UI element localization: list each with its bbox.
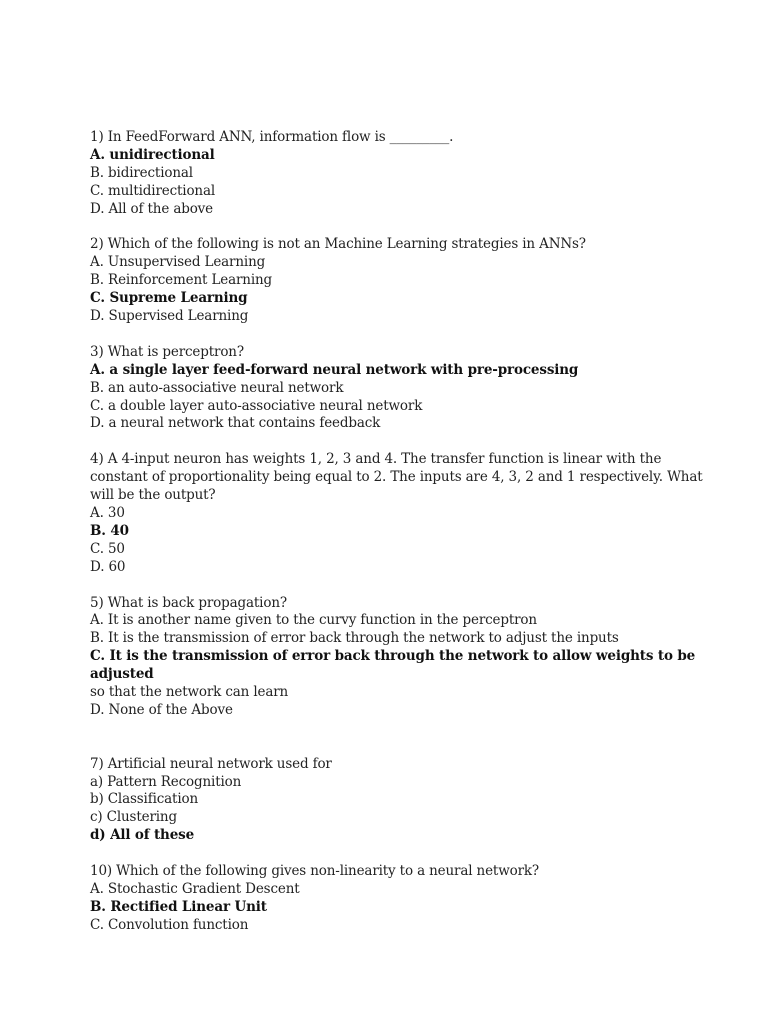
spacer: [90, 433, 730, 451]
answer-option-continuation: so that the network can learn: [90, 684, 289, 701]
question-block: [90, 595, 730, 720]
answer-option: C. 50: [90, 540, 125, 557]
answer-option: B. It is the transmission of error back through the network to adjust the inputs: [90, 630, 619, 647]
answer-option-correct: B. Rectified Linear Unit: [90, 898, 267, 915]
answer-option: A. It is another name given to the curvy function in the perceptron: [90, 612, 537, 629]
question-text: 10) Which of the following gives non-linearity to a neural network?: [90, 863, 540, 880]
answer-option: D. Supervised Learning: [90, 308, 249, 325]
answer-option: B. an auto-associative neural network: [90, 379, 344, 396]
question-text: 7) Artificial neural network used for: [90, 755, 332, 772]
spacer: [90, 326, 730, 344]
answer-option-correct: B. 40: [90, 522, 129, 539]
question-text: 5) What is back propagation?: [90, 594, 287, 611]
question-text: 3) What is perceptron?: [90, 343, 244, 360]
question-text: will be the output?: [90, 487, 216, 504]
answer-option: A. Stochastic Gradient Descent: [90, 880, 300, 897]
answer-option: C. multidirectional: [90, 182, 216, 199]
answer-option: B. bidirectional: [90, 164, 193, 181]
answer-option: c) Clustering: [90, 809, 177, 826]
answer-option-correct: A. a single layer feed-forward neural network with pre-processing: [90, 361, 579, 378]
question-text: 1) In FeedForward ANN, information flow is _________.: [90, 129, 454, 145]
spacer: [90, 219, 730, 237]
question-block: [90, 863, 730, 935]
answer-option: A. Unsupervised Learning: [90, 254, 266, 271]
answer-option: B. Reinforcement Learning: [90, 272, 273, 289]
answer-option: D. None of the Above: [90, 701, 233, 718]
spacer: [90, 845, 730, 863]
question-block: [90, 344, 730, 434]
document-page: [90, 129, 730, 935]
question-text: constant of proportionality being equal to 2. The inputs are 4, 3, 2 and 1 respectively. What: [90, 469, 703, 486]
answer-option: a) Pattern Recognition: [90, 773, 242, 790]
answer-option-correct: A. unidirectional: [90, 146, 215, 163]
answer-option-correct: C. It is the transmission of error back through the network to allow weights to be adjusted: [90, 648, 700, 683]
question-block: [90, 451, 730, 576]
answer-option: b) Classification: [90, 791, 199, 808]
answer-option: C. a double layer auto-associative neural network: [90, 397, 423, 414]
question-text: 2) Which of the following is not an Machine Learning strategies in ANNs?: [90, 236, 586, 253]
answer-option-correct: d) All of these: [90, 827, 195, 844]
spacer: [90, 720, 730, 756]
answer-option: A. 30: [90, 504, 125, 521]
question-block: [90, 756, 730, 846]
answer-option-correct: C. Supreme Learning: [90, 290, 248, 307]
answer-option: D. 60: [90, 558, 126, 575]
question-text: 4) A 4-input neuron has weights 1, 2, 3 and 4. The transfer function is linear with the: [90, 451, 662, 468]
answer-option: C. Convolution function: [90, 916, 249, 933]
question-block: [90, 129, 730, 219]
answer-option: D. All of the above: [90, 200, 214, 217]
question-block: [90, 236, 730, 326]
answer-option: D. a neural network that contains feedback: [90, 415, 381, 432]
spacer: [90, 577, 730, 595]
